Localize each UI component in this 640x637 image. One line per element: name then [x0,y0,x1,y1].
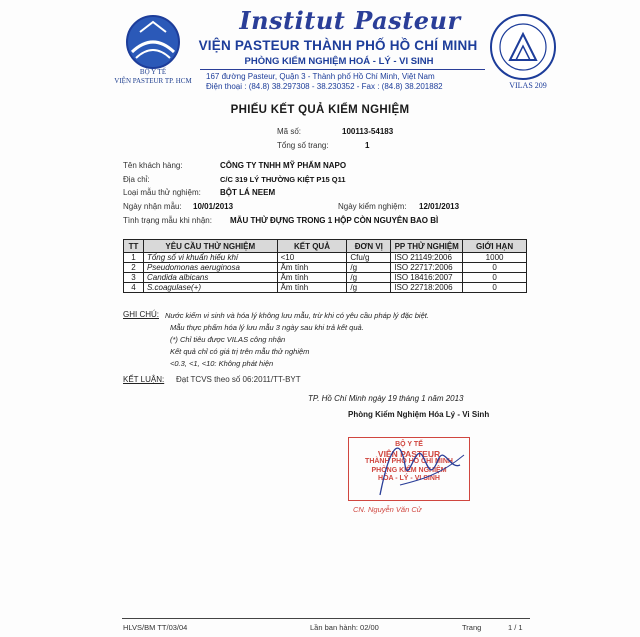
cell-tt: 1 [124,253,144,263]
cell-method: ISO 22717:2006 [391,263,463,273]
handwritten-signature-icon [360,425,470,510]
note-line-5: <0.3, <1, <10: Không phát hiện [170,359,274,368]
address-value: C/C 319 LÝ THƯỜNG KIỆT P15 Q11 [220,175,346,184]
table-header-row [124,240,527,253]
cell-limit: 0 [463,273,527,283]
signing-lab: Phòng Kiểm Nghiệm Hóa Lý - Vi Sinh [348,410,490,419]
ma-so-label: Mã số: [277,127,302,136]
stamp-line: BỘ Y TẾ [395,441,423,448]
cell-method: ISO 21149:2006 [391,253,463,263]
place-and-date: TP. Hồ Chí Minh ngày 19 tháng 1 năm 2013 [308,394,464,403]
total-pages-value: 1 [365,141,370,150]
header-result: KẾT QUẢ [277,240,347,253]
table-row [124,263,527,273]
results-table [123,239,527,293]
customer-name-value: CÔNG TY TNHH MỸ PHẨM NAPO [220,161,347,170]
note-line-2: Mẫu thực phẩm hóa lý lưu mẫu 3 ngày sau khi trả kết quả. [170,323,364,332]
sample-condition-label: Tình trạng mẫu khi nhận: [123,216,212,225]
accreditation-seal-icon [488,12,558,82]
cell-requirement: Pseudomonas aeruginosa [143,263,277,273]
customer-name-label: Tên khách hàng: [123,161,183,170]
vilas-code: VILAS 209 [509,81,547,90]
cell-tt: 2 [124,263,144,273]
cell-result: Âm tính [277,273,347,283]
institute-title: Institut Pasteur [239,6,461,35]
signer-name: CN. Nguyễn Văn Cử [353,505,422,514]
cell-requirement: Tổng số vi khuẩn hiếu khí [143,253,277,263]
cell-limit: 0 [463,283,527,293]
cell-result: Âm tính [277,283,347,293]
total-pages-label: Tổng số trang: [277,141,329,150]
table-row [124,283,527,293]
note-line-1: Nước kiểm vi sinh và hóa lý không lưu mẫu, trừ khi có yêu cầu pháp lý đặc biệt. [165,311,429,320]
test-date-label: Ngày kiểm nghiệm: [338,202,407,211]
stamp-line: HÓA - LÝ - VI SINH [378,475,440,482]
conclusion-label: KẾT LUẬN: [123,375,165,384]
ma-so-value: 100113-54183 [342,127,394,136]
received-date-label: Ngày nhận mẫu: [123,202,182,211]
stamp-line: VIỆN PASTEUR [377,448,441,459]
sample-type-value: BỘT LÁ NEEM [220,188,276,197]
document-title: PHIẾU KẾT QUẢ KIỂM NGHIỆM [230,104,410,116]
stamp-line: PHÒNG KIỂM NGHIỆM [371,466,447,474]
cell-tt: 4 [124,283,144,293]
cell-tt: 3 [124,273,144,283]
cell-unit: /g [347,283,391,293]
cell-unit: /g [347,273,391,283]
footer-divider [122,618,530,619]
revision: Lần ban hành: 02/00 [310,623,379,632]
phone-fax: Điện thoại : (84.8) 38.297308 - 38.230352 - Fax : (84.8) 38.201882 [206,82,443,91]
header-tt: TT [124,240,144,253]
table-row [124,273,527,283]
cell-result: Âm tính [277,263,347,273]
sample-type-label: Loại mẫu thử nghiệm: [123,188,201,197]
cell-limit: 0 [463,263,527,273]
received-date-value: 10/01/2013 [193,202,234,211]
stamp-line: THÀNH PHỐ HỒ CHÍ MINH [365,458,453,465]
note-line-4: Kết quả chỉ có giá trị trên mẫu thử nghiệm [170,347,310,356]
cell-limit: 1000 [463,253,527,263]
header-limit: GIỚI HẠN [463,240,527,253]
test-date-value: 12/01/2013 [419,202,460,211]
address: 167 đường Pasteur, Quận 3 - Thành phố Hồ Chí Minh, Việt Nam [206,72,435,81]
cell-requirement: S.coagulase(+) [143,283,277,293]
header-unit: ĐƠN VỊ [347,240,391,253]
header-method: PP THỬ NGHIỆM [391,240,463,253]
cell-unit: /g [347,263,391,273]
cell-result: <10 [277,253,347,263]
left-logo-caption [100,68,206,86]
department-name: PHÒNG KIỂM NGHIỆM HOÁ - LÝ - VI SINH [244,56,434,67]
notes-label: GHI CHÚ: [123,310,159,319]
page-label: Trang [462,623,482,632]
cell-method: ISO 22718:2006 [391,283,463,293]
cell-requirement: Candida albicans [143,273,277,283]
note-line-3: (*) Chỉ tiêu được VILAS công nhận [170,335,286,344]
left-caption-line-1: BỘ Y TẾ [139,68,167,76]
cell-unit: Cfu/g [347,253,391,263]
header-divider [200,69,485,70]
conclusion-text: Đạt TCVS theo số 06:2011/TT-BYT [176,375,301,384]
table-row [124,253,527,263]
cell-method: ISO 18416:2007 [391,273,463,283]
left-caption-line-2: VIỆN PASTEUR TP. HCM [114,77,192,85]
institute-name-vn: VIỆN PASTEUR THÀNH PHỐ HỒ CHÍ MINH [198,38,478,53]
form-code: HLVS/BM TT/03/04 [123,623,188,632]
page-number: 1 / 1 [508,623,523,632]
header-requirement: YÊU CẦU THỬ NGHIỆM [143,240,277,253]
address-label: Địa chỉ: [123,175,150,184]
sample-condition-value: MẪU THỬ ĐỰNG TRONG 1 HỘP CÒN NGUYÊN BAO BÌ [230,216,439,225]
